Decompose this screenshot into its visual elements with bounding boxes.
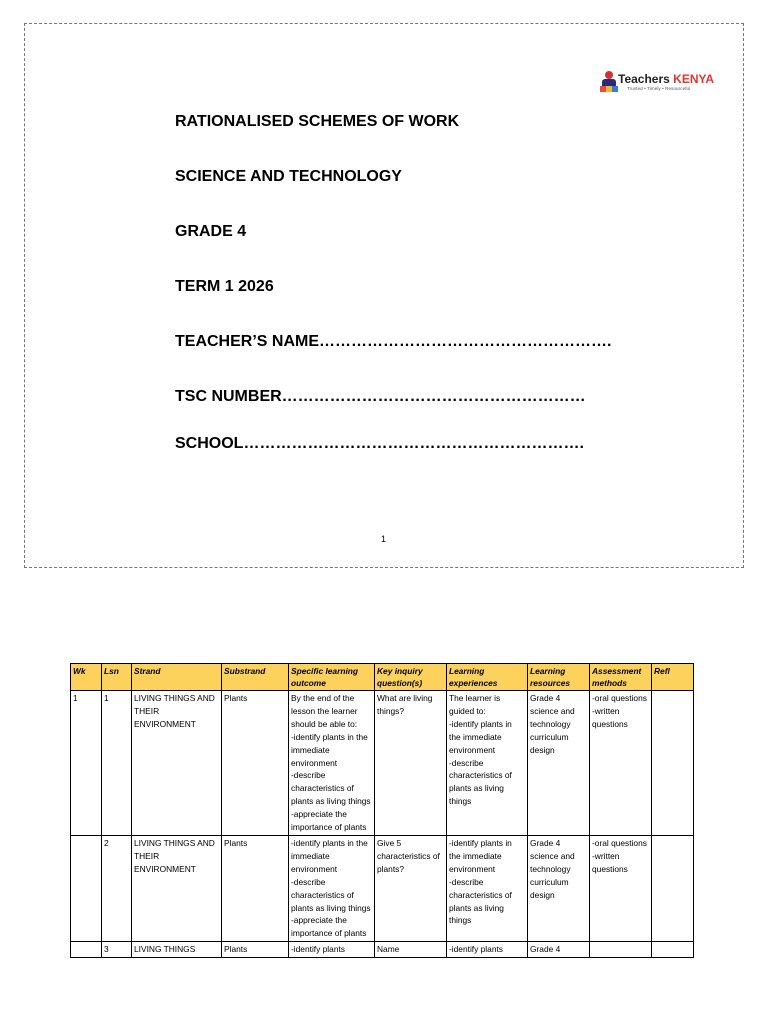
column-header: Substrand	[222, 664, 289, 691]
page-number: 1	[381, 534, 387, 544]
substrand-cell: Plants	[222, 691, 289, 836]
learning-experiences-cell: -identify plants in the immediate environment -describe characteristics of plants as living things	[447, 835, 528, 941]
column-header: Learning experiences	[447, 664, 528, 691]
column-header: Wk	[71, 664, 102, 691]
logo-wordmark: Teachers KENYA	[618, 72, 715, 86]
reflection-cell	[652, 942, 694, 958]
subject-title: SCIENCE AND TECHNOLOGY	[175, 168, 402, 185]
substrand-cell: Plants	[222, 835, 289, 941]
strand-cell: LIVING THINGS	[132, 942, 222, 958]
inquiry-question-cell: Give 5 characteristics of plants?	[375, 835, 447, 941]
substrand-cell: Plants	[222, 942, 289, 958]
table-row	[71, 942, 694, 958]
inquiry-question-cell: What are living things?	[375, 691, 447, 836]
reflection-cell	[652, 691, 694, 836]
week-cell	[71, 942, 102, 958]
assessment-cell: -oral questions -written questions	[590, 691, 652, 836]
document-title: RATIONALISED SCHEMES OF WORK	[175, 113, 460, 130]
school-field: SCHOOL……………………………………………………….	[175, 435, 584, 452]
week-cell: 1	[71, 691, 102, 836]
learning-experiences-cell: -identify plants	[447, 942, 528, 958]
outcome-cell: By the end of the lesson the learner should be able to: -identify plants in the immediate environment -describe characteristics of plants as living things -appreciate the importance of plants	[289, 691, 375, 836]
outcome-cell: -identify plants	[289, 942, 375, 958]
cover-page	[24, 23, 744, 568]
column-header: Key inquiry question(s)	[375, 664, 447, 691]
column-header: Assessment methods	[590, 664, 652, 691]
assessment-cell	[590, 942, 652, 958]
inquiry-question-cell: Name	[375, 942, 447, 958]
lesson-cell: 1	[102, 691, 132, 836]
column-header: Lsn	[102, 664, 132, 691]
week-cell	[71, 835, 102, 941]
column-header: Specific learning outcome	[289, 664, 375, 691]
outcome-cell: -identify plants in the immediate environment -describe characteristics of plants as living things -appreciate the importance of plants	[289, 835, 375, 941]
table-row	[71, 835, 694, 941]
teacher-reading-icon	[600, 71, 618, 93]
learning-resources-cell: Grade 4 science and technology curriculum design	[528, 835, 590, 941]
column-header: Learning resources	[528, 664, 590, 691]
learning-resources-cell: Grade 4	[528, 942, 590, 958]
lesson-cell: 2	[102, 835, 132, 941]
tsc-number-field: TSC NUMBER…………………………………………………	[175, 388, 586, 405]
table-header-row	[71, 664, 694, 691]
lesson-cell: 3	[102, 942, 132, 958]
term-label: TERM 1 2026	[175, 278, 274, 295]
learning-experiences-cell: The learner is guided to: -identify plants in the immediate environment -describe characteristics of plants as living things	[447, 691, 528, 836]
column-header: Strand	[132, 664, 222, 691]
teacher-name-field: TEACHER’S NAME……………………………………………….	[175, 333, 612, 350]
teachers-kenya-logo	[600, 71, 720, 95]
grade-label: GRADE 4	[175, 223, 247, 240]
table-row	[71, 691, 694, 836]
column-header: Refl	[652, 664, 694, 691]
strand-cell: LIVING THINGS AND THEIR ENVIRONMENT	[132, 691, 222, 836]
scheme-of-work-table	[70, 663, 694, 958]
reflection-cell	[652, 835, 694, 941]
strand-cell: LIVING THINGS AND THEIR ENVIRONMENT	[132, 835, 222, 941]
assessment-cell: -oral questions -written questions	[590, 835, 652, 941]
logo-tagline: Trusted • Timely • Resourceful	[627, 86, 691, 91]
learning-resources-cell: Grade 4 science and technology curriculum design	[528, 691, 590, 836]
